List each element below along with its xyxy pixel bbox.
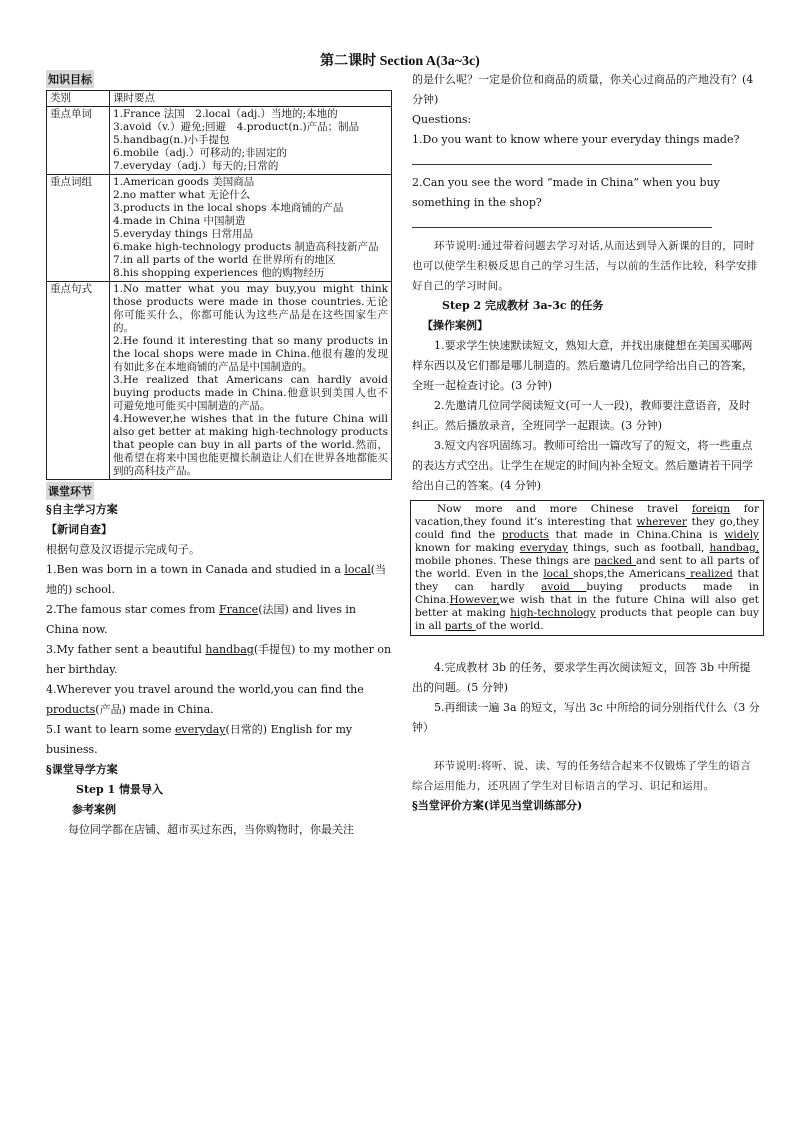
passage-text: buying products made in China. (415, 581, 760, 606)
row-line: 5.everyday things 日常用品 (113, 228, 254, 240)
filled-blank-word: high-technology (510, 607, 596, 619)
task-item: 4.完成教材 3b 的任务，要求学生再次阅读短文，回答 3b 中所提出的问题。(5 分钟) (412, 661, 751, 694)
filled-blank-word: handbag, (709, 542, 760, 554)
class-section-label: 课堂环节 (46, 482, 94, 500)
row-line: 6.make high-technology products 制造高科技新产品 (113, 241, 379, 253)
guide-heading: §课堂导学方案 (46, 763, 118, 776)
reference-case-label: 参考案例 (72, 803, 116, 816)
question-2: 2.Can you see the word “made in China” when you buy something in the shop? (412, 176, 720, 209)
filled-blank-word: However, (449, 594, 500, 606)
operation-case-label: 【操作案例】 (422, 319, 488, 332)
row-line: 8.his shopping experiences 他的购物经历 (113, 267, 325, 279)
passage-text: of the world. (475, 620, 544, 632)
row-line: 4.made in China 中国制造 (113, 215, 246, 227)
passage-text: we wish that in the future China will also get better at making (415, 594, 759, 619)
right-column (412, 70, 760, 816)
row-category: 重点词组 (47, 175, 110, 282)
row-content (110, 282, 392, 480)
filled-blank-word: wherever (636, 516, 687, 528)
table-row (47, 175, 392, 282)
task-item: 5.再细读一遍 3a 的短文，写出 3c 中所给的词分别指代什么（3 分钟） (412, 701, 760, 734)
row-line: 2.He found it interesting that so many products in the local shops were made in China.他很有趣的发现有如此多在本地商铺的产品是中国制造的。 (113, 335, 388, 373)
row-content (110, 107, 392, 175)
row-line: 7.everyday（adj.）每天的;日常的 (113, 160, 279, 172)
filled-blank-word: products (501, 529, 549, 541)
table-header: 课时要点 (110, 91, 392, 107)
page-title: 第二课时 Section A(3a~3c) (320, 54, 480, 69)
instruction-text: 根据句意及汉语提示完成句子。 (46, 543, 200, 556)
section-note: 环节说明:将听、说、读、写的任务结合起来不仅锻炼了学生的语言综合运用能力，还巩固了学生对目标语言的学习、识记和运用。 (412, 760, 752, 792)
row-line: 2.no matter what 无论什么 (113, 189, 251, 201)
question-1: 1.Do you want to know where your everyday things made? (412, 133, 740, 146)
table-header-row (47, 91, 392, 107)
answer-line (412, 217, 712, 228)
step1-continued-text: 的是什么呢？一定是价位和商品的质量，你关心过商品的产地没有？(4 分钟) (412, 73, 754, 106)
answer-word: everyday (174, 723, 226, 736)
filled-blank-word: avoid (541, 581, 587, 593)
table-row (47, 282, 392, 480)
exercise-sentence: 1.Ben was born in a town in Canada and studied in a local(当地的) school. (46, 563, 387, 596)
questions-label: Questions: (412, 113, 472, 126)
filled-blank-word: widely (724, 529, 759, 541)
answer-word: local (344, 563, 371, 576)
passage-text: that they can hardly (415, 568, 759, 593)
exercise-sentence: 3.My father sent a beautiful handbag(手提包) to my mother on her birthday. (46, 643, 392, 676)
passage-text: that made in China.China is (548, 529, 725, 541)
passage-text: known for making (415, 542, 520, 554)
exercise-sentence: 4.Wherever you travel around the world,you can find the products(产品) made in China. (46, 683, 364, 716)
step2-heading: Step 2 完成教材 3a-3c 的任务 (442, 299, 604, 312)
section-note: 环节说明:通过带着问题去学习对话,从而达到导入新课的目的，同时也可以使学生积极反思自己的学习生活，与以前的生活作比较，科学安排好自己的学习时间。 (412, 240, 758, 292)
passage-text: shops,the Americans (573, 568, 686, 580)
passage-text: they go,they could find the (415, 516, 760, 541)
filled-blank-word: foreign (691, 503, 731, 515)
row-line: 3.avoid（v.）避免;回避 4.product(n.)产品；制品 (113, 121, 360, 133)
answer-word: handbag (205, 643, 254, 656)
passage-text: mobile phones. These things are (415, 555, 595, 567)
knowledge-table (46, 90, 392, 480)
exercise-sentence: 5.I want to learn some everyday(日常的) English for my business. (46, 723, 353, 756)
self-study-heading: §自主学习方案 (46, 503, 118, 516)
passage-text: Now more and more Chinese travel (437, 503, 692, 515)
answer-word: products (46, 703, 96, 716)
answer-word: France (218, 603, 259, 616)
row-line: 3.products in the local shops 本地商铺的产品 (113, 202, 344, 214)
filled-blank-word: packed (594, 555, 637, 567)
evaluation-heading: §当堂评价方案(详见当堂训练部分) (412, 799, 583, 812)
row-line: 5.handbag(n.)小手提包 (113, 134, 230, 146)
filled-blank-word: parts (444, 620, 476, 632)
row-line: 7.in all parts of the world 在世界所有的地区 (113, 254, 336, 266)
new-words-heading: 【新词自查】 (46, 523, 112, 536)
task-item: 2.先邀请几位同学阅读短文(可一人一段)，教师要注意语音，及时纠正。然后播放录音，全班同学一起跟读。(3 分钟) (412, 399, 751, 432)
row-line: 3.He realized that Americans can hardly avoid buying products made in China.他意识到美国人也不可避免地可能买中国制造的产品。 (113, 374, 388, 412)
row-line: 6.mobile（adj.）可移动的;非固定的 (113, 147, 288, 159)
row-content (110, 175, 392, 282)
objectives-label: 知识目标 (46, 70, 94, 88)
filled-blank-word: everyday (519, 542, 568, 554)
filled-blank-word: realized (685, 568, 733, 580)
task-item: 1.要求学生快速默读短文，熟知大意，并找出康健想在美国买哪两样东西以及它们都是哪儿制造的。然后邀请几位同学给出自己的答案，全班一起检查讨论。(3 分钟) (412, 339, 753, 392)
row-line: 1.No matter what you may buy,you might think those products were made in those countries.无论你可能买什么，你都可能认为这些产品是在这些国家生产的。 (113, 283, 388, 334)
passage-text: and sent to all parts of the world. Even in the (415, 555, 759, 580)
answer-line (412, 154, 712, 165)
passage-text: products that people can buy in all (415, 607, 759, 632)
row-category: 重点句式 (47, 282, 110, 480)
passage-text: things, such as football, (567, 542, 710, 554)
left-column (46, 70, 392, 840)
passage-text: for vacation,they found it’s interesting that (415, 503, 759, 528)
exercise-sentence: 2.The famous star comes from France(法国) and lives in China now. (46, 603, 356, 636)
task-item: 3.短文内容巩固练习。教师可给出一篇改写了的短文，将一些重点的表达方式空出。让学生在规定的时间内补全短文。然后邀请若干同学给出自己的答案。(4 分钟) (412, 439, 753, 492)
rewritten-passage-box (410, 500, 764, 636)
table-header: 类别 (47, 91, 110, 107)
step1-text: 每位同学都在店铺、超市买过东西，当你购物时，你最关注 (68, 823, 354, 836)
row-line: 1.France 法国 2.local（adj.）当地的;本地的 (113, 108, 338, 120)
step1-heading: Step 1 情景导入 (76, 783, 164, 796)
row-line: 4.However,he wishes that in the future China will also get better at making high-technology products that people can buy in all parts of the world.然而，他希望在将来中国也能更擅长制造让人们在世界各地都能买到的高科技产品。 (113, 413, 388, 477)
row-category: 重点单词 (47, 107, 110, 175)
filled-blank-word: local (543, 568, 574, 580)
table-row (47, 107, 392, 175)
row-line: 1.American goods 美国商品 (113, 176, 255, 188)
